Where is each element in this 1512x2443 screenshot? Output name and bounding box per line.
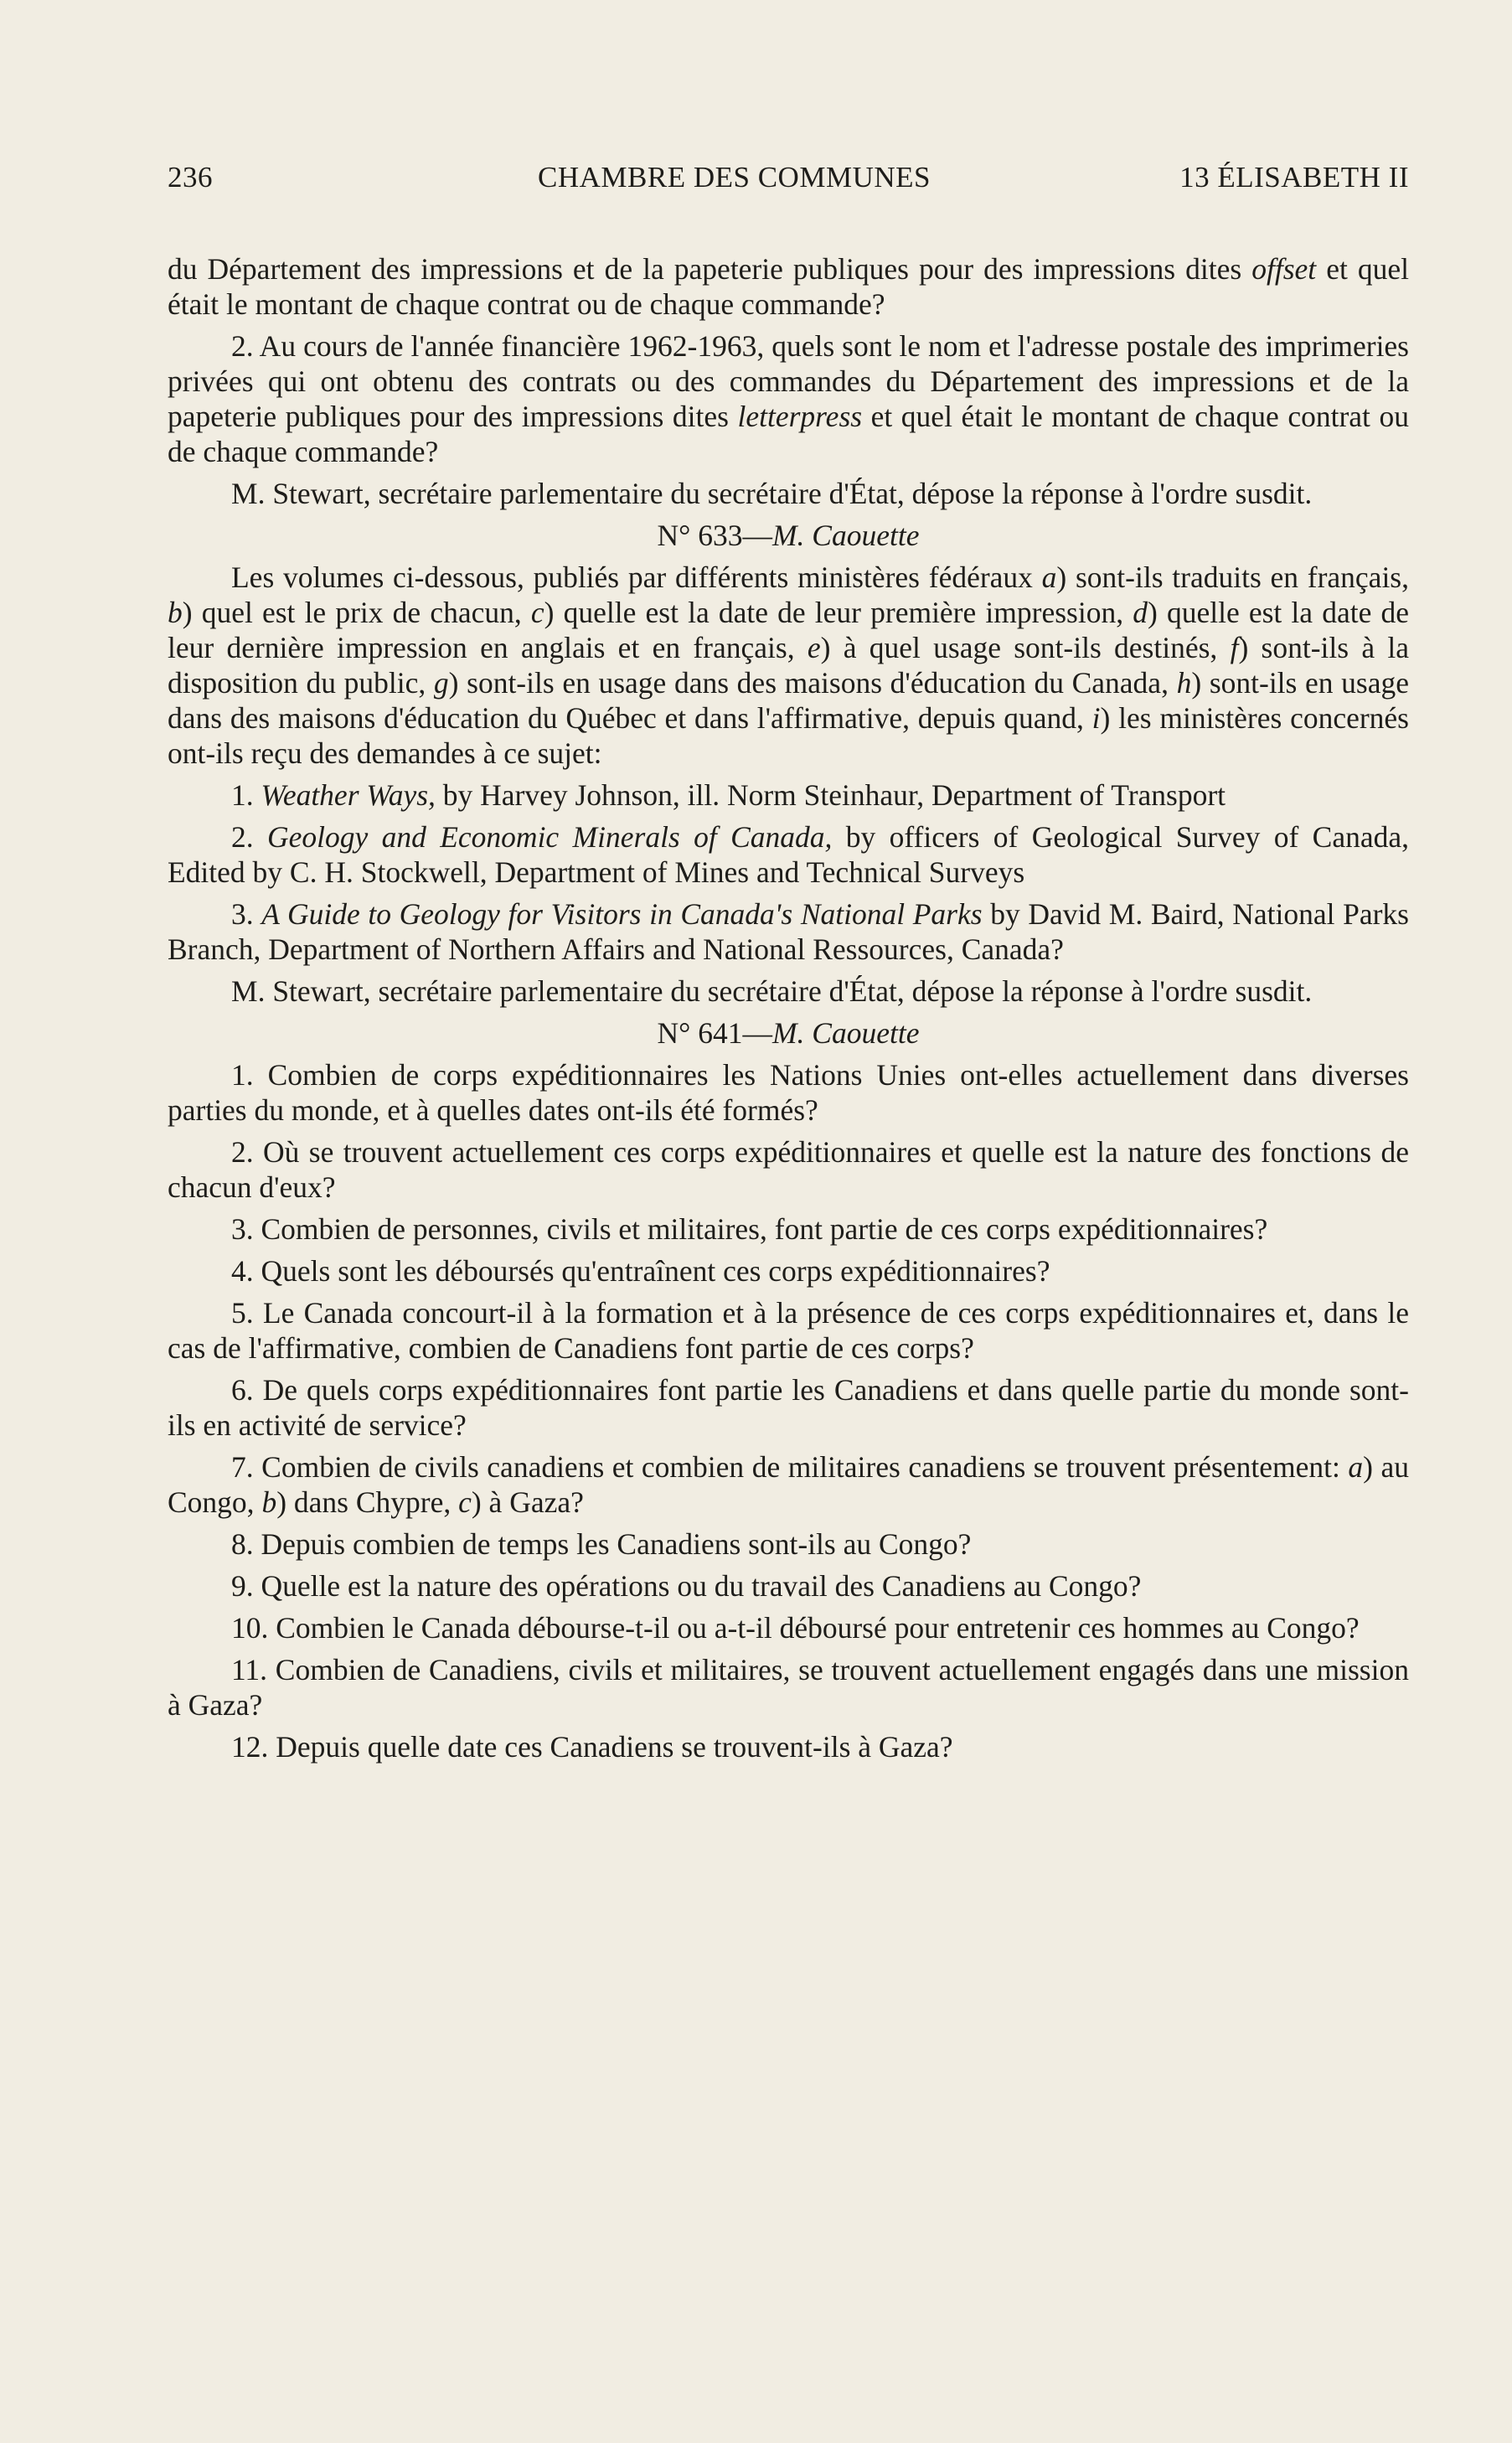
answer-paragraph: M. Stewart, secrétaire parlementaire du secrétaire d'État, dépose la réponse à l'ordre susdit. — [231, 974, 1313, 1008]
book-item: 2. Geology and Economic Minerals of Canada, by officers of Geological Survey of Canada, Edited by C. H. Stockwell, Department of Mines and Technical Surveys — [168, 820, 1409, 889]
question-continuation: du Département des impressions et de la papeterie publiques pour des impressions dites offset et quel était le montant de chaque contrat ou de chaque commande? — [168, 252, 1409, 321]
question-item: 5. Le Canada concourt-il à la formation et à la présence de ces corps expéditionnaires et, dans le cas de l'affirmative, combien de Canadiens font partie de ces corps? — [168, 1296, 1409, 1365]
question-633-intro: Les volumes ci-dessous, publiés par différents ministères fédéraux a) sont-ils traduits en français, b) quel est le prix de chacun, c) quelle est la date de leur première impression, d) quelle est la date de leur dernière impression en anglais et en français, e) à quel usage sont-ils destinés, f) sont-ils à la disposition du public, g) sont-ils en usage dans des maisons d'éducation du Canada, h) sont-ils en usage dans des maisons d'éducation du Québec et dans l'affirmative, depuis quand, i) les ministères concernés ont-ils reçu des demandes à ce sujet: — [168, 560, 1410, 770]
header-title: CHAMBRE DES COMMUNES — [538, 161, 931, 194]
question-item: 10. Combien le Canada débourse-t-il ou a-t-il déboursé pour entretenir ces hommes au Congo? — [231, 1611, 1360, 1645]
question-item: 8. Depuis combien de temps les Canadiens sont-ils au Congo? — [231, 1527, 972, 1561]
header-reign: 13 ÉLISABETH II — [1179, 161, 1409, 194]
question-item: 9. Quelle est la nature des opérations ou du travail des Canadiens au Congo? — [231, 1569, 1142, 1603]
question-item: 11. Combien de Canadiens, civils et militaires, se trouvent actuellement engagés dans une mission à Gaza? — [168, 1653, 1409, 1722]
book-item: 3. A Guide to Geology for Visitors in Canada's National Parks by David M. Baird, National Parks Branch, Department of Northern Affairs and National Ressources, Canada? — [168, 897, 1409, 966]
question-heading-633: N° 633—M. Caouette — [657, 519, 920, 552]
question-item: 2. Où se trouvent actuellement ces corps expéditionnaires et quelle est la nature des fonctions de chacun d'eux? — [168, 1135, 1409, 1204]
answer-paragraph: M. Stewart, secrétaire parlementaire du secrétaire d'État, dépose la réponse à l'ordre susdit. — [231, 477, 1313, 510]
book-item: 1. Weather Ways, by Harvey Johnson, ill. Norm Steinhaur, Department of Transport — [231, 778, 1226, 812]
page-number: 236 — [168, 161, 213, 194]
question-item: 4. Quels sont les déboursés qu'entraînent ces corps expéditionnaires? — [231, 1254, 1050, 1288]
question-heading-641: N° 641—M. Caouette — [657, 1016, 920, 1050]
page-body — [168, 251, 1409, 1771]
question-item: 3. Combien de personnes, civils et militaires, font partie de ces corps expéditionnaires? — [231, 1212, 1268, 1246]
question-item: 6. De quels corps expéditionnaires font partie les Canadiens et dans quelle partie du monde sont-ils en activité de service? — [168, 1373, 1409, 1442]
question-item: 1. Combien de corps expéditionnaires les Nations Unies ont-elles actuellement dans diverses parties du monde, et à quelles dates ont-ils été formés? — [168, 1058, 1409, 1127]
question-paragraph: 2. Au cours de l'année financière 1962-1963, quels sont le nom et l'adresse postale des imprimeries privées qui ont obtenu des contrats ou des commandes du Département des impressions et de la papeterie publiques pour des impressions dites letterpress et quel était le montant de chaque contrat ou de chaque commande? — [168, 329, 1409, 468]
question-item: 12. Depuis quelle date ces Canadiens se trouvent-ils à Gaza? — [231, 1730, 953, 1764]
document-page — [168, 0, 1409, 2443]
running-header — [168, 161, 1409, 201]
question-item: 7. Combien de civils canadiens et combien de militaires canadiens se trouvent présentement: a) au Congo, b) dans Chypre, c) à Gaza? — [168, 1450, 1409, 1519]
